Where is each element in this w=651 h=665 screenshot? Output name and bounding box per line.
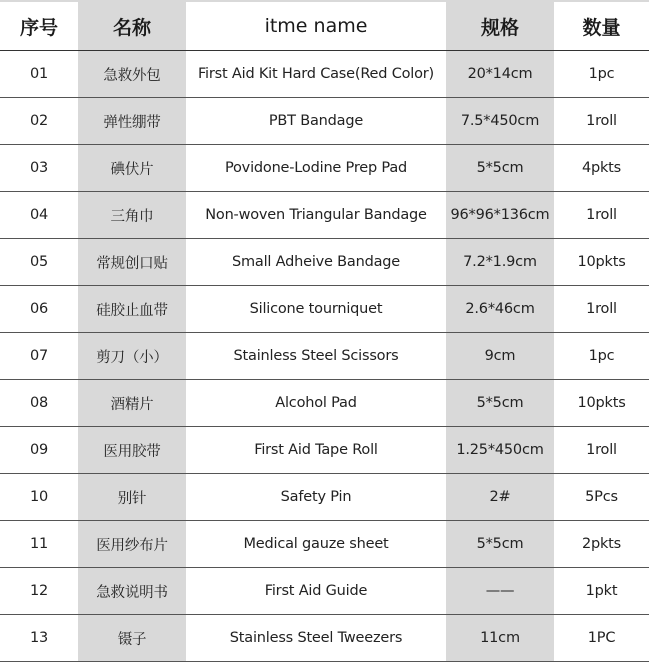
cell-spec: 20*14cm (446, 51, 554, 98)
cell-qty: 5Pcs (554, 474, 649, 521)
cell-qty: 2pkts (554, 521, 649, 568)
cell-name-en: Small Adheive Bandage (186, 239, 446, 286)
cell-qty: 10pkts (554, 380, 649, 427)
cell-no: 11 (0, 521, 78, 568)
table-row (0, 568, 649, 615)
cell-no: 09 (0, 427, 78, 474)
cell-spec: —— (446, 568, 554, 615)
cell-spec: 5*5cm (446, 380, 554, 427)
cell-qty: 1pc (554, 51, 649, 98)
cell-spec: 7.5*450cm (446, 98, 554, 145)
cell-no: 08 (0, 380, 78, 427)
cell-name-en: PBT Bandage (186, 98, 446, 145)
cell-no: 03 (0, 145, 78, 192)
cell-name-en: Stainless Steel Scissors (186, 333, 446, 380)
cell-spec: 7.2*1.9cm (446, 239, 554, 286)
cell-no: 01 (0, 51, 78, 98)
header-name-en: itme name (186, 2, 446, 51)
contents-table (0, 2, 649, 662)
cell-qty: 1roll (554, 427, 649, 474)
cell-no: 07 (0, 333, 78, 380)
cell-name-cn: 碘伏片 (78, 145, 186, 192)
cell-name-cn: 酒精片 (78, 380, 186, 427)
cell-no: 05 (0, 239, 78, 286)
cell-name-en: Stainless Steel Tweezers (186, 615, 446, 662)
table-row (0, 286, 649, 333)
table-row (0, 427, 649, 474)
cell-name-en: First Aid Kit Hard Case(Red Color) (186, 51, 446, 98)
table-header (0, 2, 649, 51)
cell-qty: 1roll (554, 192, 649, 239)
cell-spec: 96*96*136cm (446, 192, 554, 239)
table-row (0, 615, 649, 662)
table-row (0, 192, 649, 239)
cell-qty: 10pkts (554, 239, 649, 286)
cell-name-cn: 医用纱布片 (78, 521, 186, 568)
cell-spec: 9cm (446, 333, 554, 380)
cell-spec: 2# (446, 474, 554, 521)
cell-no: 13 (0, 615, 78, 662)
cell-name-cn: 剪刀（小） (78, 333, 186, 380)
cell-qty: 1pc (554, 333, 649, 380)
table-row (0, 521, 649, 568)
table-row (0, 145, 649, 192)
cell-name-en: Povidone-Lodine Prep Pad (186, 145, 446, 192)
header-name-cn: 名称 (78, 2, 186, 51)
cell-name-cn: 弹性绷带 (78, 98, 186, 145)
table-row (0, 51, 649, 98)
cell-name-en: Alcohol Pad (186, 380, 446, 427)
cell-spec: 5*5cm (446, 145, 554, 192)
cell-no: 04 (0, 192, 78, 239)
cell-no: 06 (0, 286, 78, 333)
cell-qty: 1roll (554, 286, 649, 333)
header-row (0, 2, 649, 51)
cell-name-cn: 镊子 (78, 615, 186, 662)
cell-name-en: Silicone tourniquet (186, 286, 446, 333)
table-row (0, 98, 649, 145)
cell-qty: 1roll (554, 98, 649, 145)
header-qty: 数量 (554, 2, 649, 51)
table-body (0, 51, 649, 662)
cell-name-cn: 硅胶止血带 (78, 286, 186, 333)
cell-spec: 11cm (446, 615, 554, 662)
cell-no: 02 (0, 98, 78, 145)
cell-name-cn: 急救说明书 (78, 568, 186, 615)
cell-name-en: First Aid Guide (186, 568, 446, 615)
table-row (0, 474, 649, 521)
header-spec: 规格 (446, 2, 554, 51)
cell-name-en: First Aid Tape Roll (186, 427, 446, 474)
cell-name-cn: 医用胶带 (78, 427, 186, 474)
cell-name-en: Medical gauze sheet (186, 521, 446, 568)
table-row (0, 239, 649, 286)
cell-name-cn: 别针 (78, 474, 186, 521)
table-row (0, 333, 649, 380)
header-no: 序号 (0, 2, 78, 51)
cell-spec: 1.25*450cm (446, 427, 554, 474)
cell-no: 10 (0, 474, 78, 521)
cell-name-en: Non-woven Triangular Bandage (186, 192, 446, 239)
cell-spec: 2.6*46cm (446, 286, 554, 333)
cell-no: 12 (0, 568, 78, 615)
cell-spec: 5*5cm (446, 521, 554, 568)
cell-name-cn: 常规创口贴 (78, 239, 186, 286)
cell-name-cn: 三角巾 (78, 192, 186, 239)
cell-qty: 1PC (554, 615, 649, 662)
cell-qty: 4pkts (554, 145, 649, 192)
cell-name-cn: 急救外包 (78, 51, 186, 98)
cell-name-en: Safety Pin (186, 474, 446, 521)
table-row (0, 380, 649, 427)
cell-qty: 1pkt (554, 568, 649, 615)
